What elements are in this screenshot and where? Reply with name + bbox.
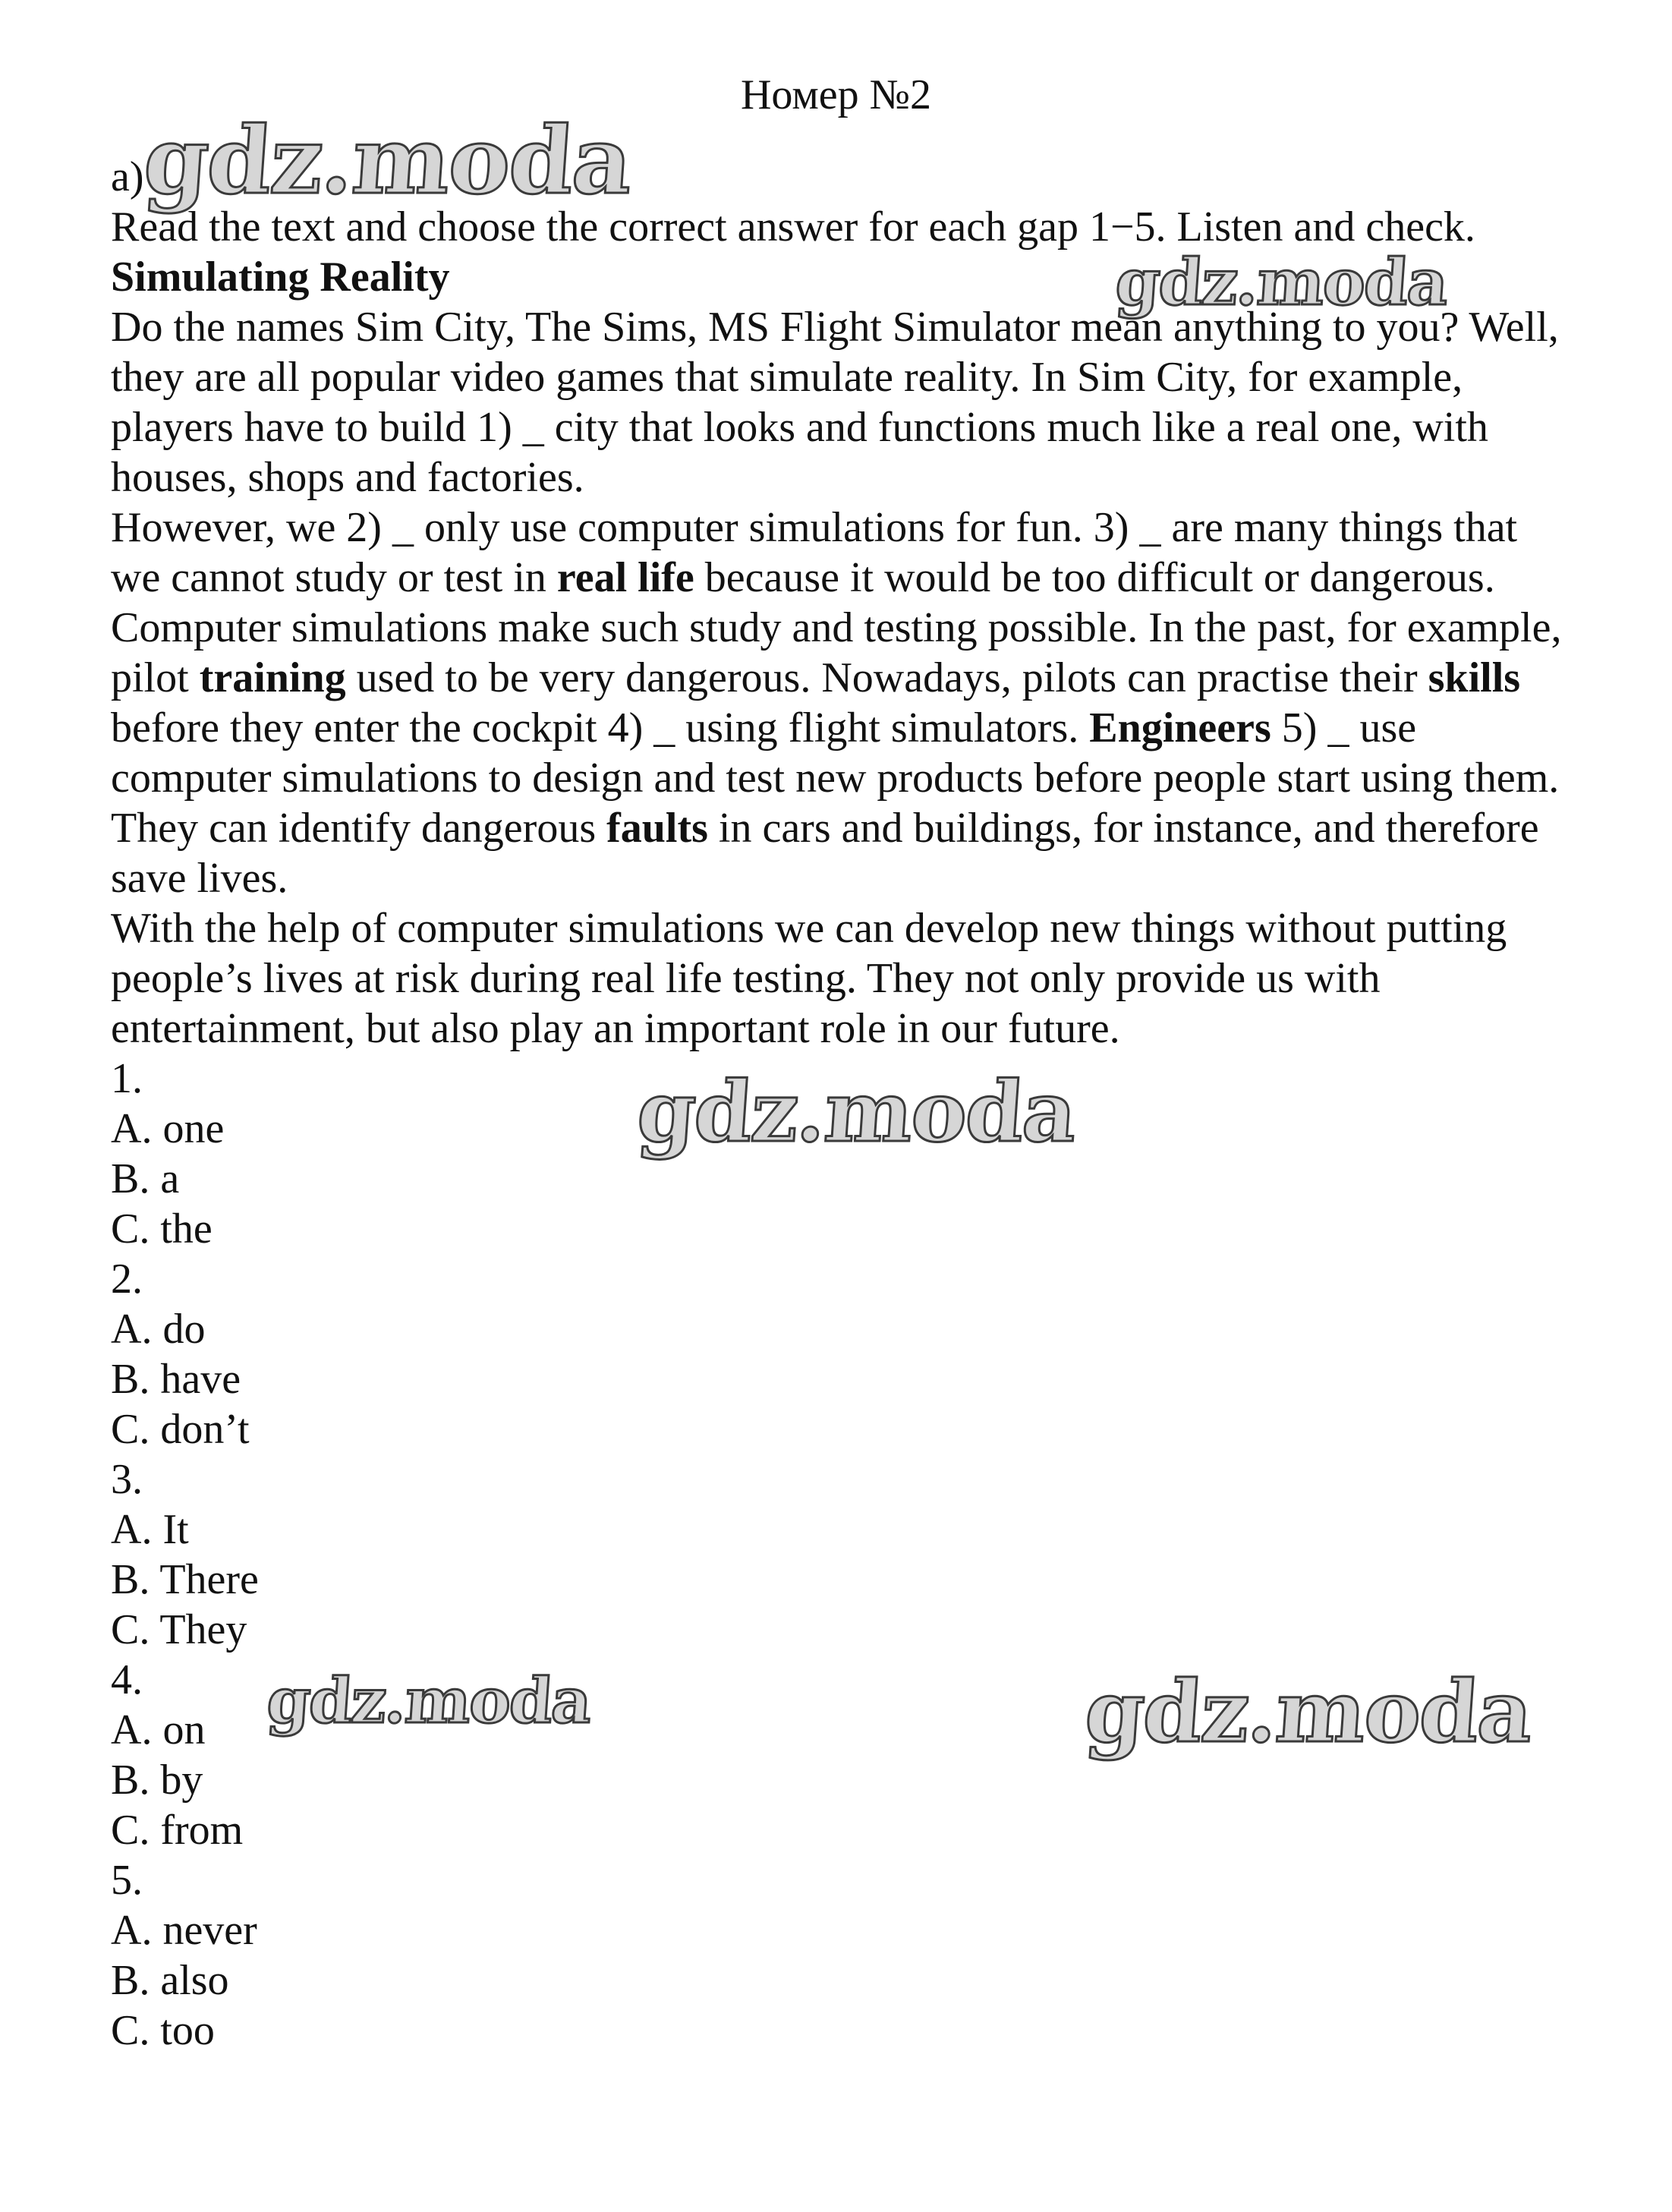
text-title-bold: Simulating Reality: [111, 254, 450, 301]
instruction: Read the text and choose the correct answer for each gap 1−5. Listen and check.: [111, 203, 1475, 251]
watermark-logo: gdz.moda: [1082, 1662, 1535, 1762]
paragraph-2-text: in cars and buildings, for instance, and therefore save lives.: [111, 805, 1539, 902]
paragraph-2-text: However, we 2) _ only use computer simulations for fun. 3) _ are many things that we cannot study or test in: [111, 504, 1518, 601]
paragraph-2: [111, 503, 1576, 903]
paragraph-2-text: used to be very dangerous. Nowadays, pilots can practise their: [345, 654, 1428, 701]
option-b: B. also: [111, 1957, 229, 2004]
part-label: a): [111, 153, 144, 200]
question-2: [111, 1254, 1576, 1454]
question-number: 3.: [111, 1456, 143, 1503]
watermark-logo: gdz.moda: [264, 1665, 594, 1738]
paragraph-3: With the help of computer simulations we can develop new things without putting people’s lives at risk during real life testing. They not only provide us with entertainment, but also play an important role in our future.: [111, 905, 1507, 1052]
keyword-training: training: [199, 654, 346, 701]
page-title: Номер №2: [740, 71, 932, 118]
question-number: 1.: [111, 1055, 143, 1102]
option-c: C. don’t: [111, 1406, 250, 1453]
keyword-faults: faults: [606, 805, 708, 852]
watermark-logo: gdz.moda: [140, 106, 635, 215]
watermark-logo: gdz.moda: [1113, 244, 1450, 320]
option-b: B. a: [111, 1155, 180, 1202]
option-a: A. do: [111, 1306, 206, 1353]
option-b: B. by: [111, 1757, 203, 1804]
option-b: B. have: [111, 1356, 241, 1403]
option-a: A. one: [111, 1105, 225, 1152]
option-b: B. There: [111, 1556, 259, 1603]
keyword-real-life: real life: [556, 554, 694, 601]
option-a: A. It: [111, 1506, 189, 1553]
keyword-engineers: Engineers: [1089, 704, 1271, 752]
option-c: C. from: [111, 1807, 244, 1854]
watermark-logo: gdz.moda: [634, 1063, 1079, 1161]
question-3: [111, 1454, 1576, 1655]
option-a: A. on: [111, 1706, 206, 1754]
paragraph-2-text: before they enter the cockpit 4) _ using flight simulators.: [111, 704, 1090, 752]
option-c: C. the: [111, 1205, 213, 1253]
option-c: C. They: [111, 1606, 247, 1653]
paragraph-1: Do the names Sim City, The Sims, MS Flight Simulator mean anything to you? Well, they are all popular video games that simulate reality. In Sim City, for example, players have to build 1) _ city that looks and functions much like a real one, with houses, shops and factories.: [111, 304, 1559, 501]
question-number: 4.: [111, 1656, 143, 1703]
keyword-skills: skills: [1428, 654, 1521, 701]
question-5: [111, 1855, 1576, 2056]
paragraph-2-text: 5) _ use computer simulations to design and test new products before people start using them. They can identify dangerous: [111, 704, 1560, 852]
option-a: A. never: [111, 1907, 257, 1954]
paragraph-2-text: because it would be too difficult or dangerous. Computer simulations make such study and testing possible. In the past, for example, pilot: [111, 554, 1562, 701]
question-number: 2.: [111, 1256, 143, 1303]
option-c: C. too: [111, 2007, 215, 2054]
question-number: 5.: [111, 1857, 143, 1904]
